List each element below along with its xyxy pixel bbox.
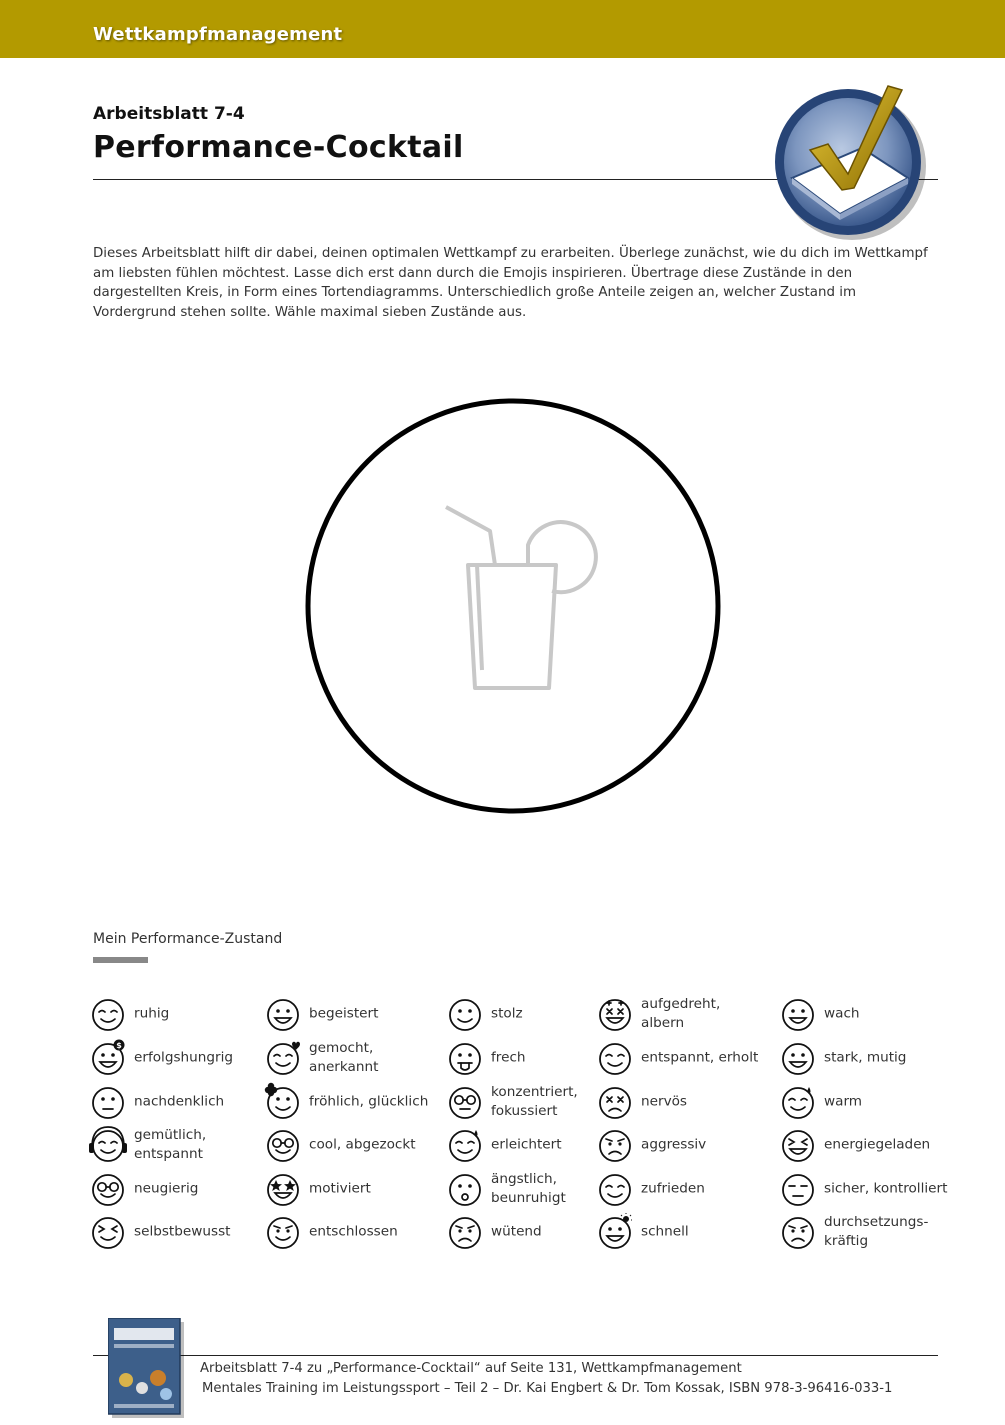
emotion-item[interactable] [778, 1169, 948, 1209]
emotion-item[interactable] [595, 1038, 763, 1078]
svg-text:$: $ [116, 1041, 122, 1050]
book-cover-icon [108, 1318, 188, 1420]
emotion-label: erleichtert [491, 1136, 562, 1153]
emotion-item[interactable] [263, 1125, 431, 1165]
thinking-face-icon [88, 1082, 128, 1122]
angry-face-icon [445, 1212, 485, 1252]
nervous-face-icon [595, 1082, 635, 1122]
emotion-item[interactable] [88, 1169, 256, 1209]
emotion-item[interactable] [263, 1082, 431, 1122]
strong-face-icon [778, 1038, 818, 1078]
emotion-item[interactable] [88, 1125, 256, 1165]
emotion-item[interactable] [595, 1125, 763, 1165]
emotion-label: cool, abgezockt [309, 1136, 416, 1153]
focused-face-icon [445, 1082, 485, 1122]
emotion-item[interactable] [778, 1212, 948, 1252]
headphones-face-icon [88, 1125, 128, 1165]
emotion-label: begeistert [309, 1005, 379, 1022]
emotion-label: gemütlich, entspannt [134, 1127, 207, 1162]
emotion-item[interactable] [445, 1125, 613, 1165]
energetic-face-icon [778, 1125, 818, 1165]
emotion-item[interactable] [445, 1169, 613, 1209]
footer-divider [93, 1355, 938, 1356]
emotion-item[interactable] [778, 1082, 948, 1122]
emotion-label: entspannt, erholt [641, 1049, 759, 1066]
emotion-label: fröhlich, glücklich [309, 1093, 429, 1110]
emotion-label: stolz [491, 1005, 523, 1022]
emotion-label: durchsetzungs- kräftig [824, 1214, 929, 1249]
emotion-label: selbstbewusst [134, 1223, 231, 1240]
assertive-face-icon [778, 1212, 818, 1252]
emotion-label: erfolgshungrig [134, 1049, 234, 1066]
emotion-label: stark, mutig [824, 1049, 907, 1066]
emotion-label: wach [824, 1005, 860, 1022]
emotion-item[interactable] [445, 994, 613, 1034]
emotion-item[interactable] [88, 994, 256, 1034]
emotion-item[interactable] [88, 1038, 256, 1078]
warm-face-icon [778, 1082, 818, 1122]
emotion-item[interactable] [595, 1082, 763, 1122]
emotion-item[interactable] [595, 1212, 763, 1252]
emotion-item[interactable] [263, 994, 431, 1034]
emotion-item[interactable] [445, 1082, 613, 1122]
emotion-item[interactable] [595, 994, 763, 1034]
clover-face-icon [263, 1082, 303, 1122]
heart-face-icon [263, 1038, 303, 1078]
smirk-face-icon [88, 1212, 128, 1252]
emotion-label: motiviert [309, 1180, 371, 1197]
banner-title: Wettkampfmanagement [93, 24, 343, 45]
emotion-item[interactable] [445, 1212, 613, 1252]
star-eyes-face-icon [263, 1169, 303, 1209]
confident-face-icon [778, 1169, 818, 1209]
emotion-item[interactable] [88, 1212, 256, 1252]
sunglasses-face-icon [263, 1125, 303, 1165]
fast-face-icon [595, 1212, 635, 1252]
proud-face-icon [445, 994, 485, 1034]
emotion-label: entschlossen [309, 1223, 398, 1240]
emotion-item[interactable] [778, 994, 948, 1034]
emotion-label: nervös [641, 1093, 688, 1110]
crazy-face-icon [595, 994, 635, 1034]
emotion-label: energiegeladen [824, 1136, 931, 1153]
emotion-label: zufrieden [641, 1180, 705, 1197]
emotion-item[interactable] [778, 1038, 948, 1078]
emotion-label: konzentriert, fokussiert [491, 1084, 578, 1119]
emotion-label: nachdenklich [134, 1093, 225, 1110]
emotion-item[interactable] [445, 1038, 613, 1078]
tongue-face-icon [445, 1038, 485, 1078]
emotion-label: sicher, kontrolliert [824, 1180, 948, 1197]
emotion-item[interactable] [88, 1082, 256, 1122]
emotion-item[interactable] [263, 1038, 431, 1078]
emotion-label: ängstlich, beunruhigt [491, 1171, 566, 1206]
determined-face-icon [263, 1212, 303, 1252]
emotion-item[interactable] [595, 1169, 763, 1209]
grin-face-icon [263, 994, 303, 1034]
checkmark-clipboard-icon [770, 78, 930, 243]
calm-face-icon [88, 994, 128, 1034]
emotion-label: schnell [641, 1223, 689, 1240]
emotion-label: neugierig [134, 1180, 199, 1197]
section-label: Mein Performance-Zustand [93, 931, 283, 947]
section-underline [93, 957, 148, 963]
header-banner [0, 0, 1005, 58]
emotion-label: aggressiv [641, 1136, 707, 1153]
relieved-face-icon [445, 1125, 485, 1165]
emotion-label: gemocht, anerkannt [309, 1040, 379, 1075]
emotion-item[interactable] [263, 1169, 431, 1209]
emotion-label: frech [491, 1049, 526, 1066]
emotion-label: warm [824, 1093, 863, 1110]
aggressive-face-icon [595, 1125, 635, 1165]
money-face-icon [88, 1038, 128, 1078]
relaxed-face-icon [595, 1038, 635, 1078]
emotion-label: ruhig [134, 1005, 170, 1022]
emotion-grid [88, 994, 948, 1256]
intro-paragraph: Dieses Arbeitsblatt hilft dir dabei, deinen optimalen Wettkampf zu erarbeiten. Überlege zunächst, wie du dich im Wettkampf am liebsten fühlen möchtest. Lasse dich erst dann durch die Emojis inspirieren. Übertrage diese Zustände in den dargestellten Kreis, in Form eines Tortendiagramms. Unterschiedlich große Anteile zeigen an, welcher Zustand im Vordergrund stehen sollte. Wähle maximal sieben Zustände aus. [93, 246, 928, 320]
emotion-item[interactable] [778, 1125, 948, 1165]
worried-face-icon [445, 1169, 485, 1209]
content-face-icon [595, 1169, 635, 1209]
emotion-item[interactable] [263, 1212, 431, 1252]
footer-line-1: Arbeitsblatt 7-4 zu „Performance-Cocktail“ auf Seite 131, Wettkampfmanagement [200, 1361, 742, 1376]
emotion-label: aufgedreht, albern [641, 996, 721, 1031]
worksheet-subtitle: Arbeitsblatt 7-4 [93, 104, 245, 124]
awake-face-icon [778, 994, 818, 1034]
footer-citation [200, 1359, 892, 1398]
worksheet-title: Performance-Cocktail [93, 130, 464, 165]
footer-line-2: Mentales Training im Leistungssport – Teil 2 – Dr. Kai Engbert & Dr. Tom Kossak, ISBN 978-3-96416-033-1 [202, 1380, 893, 1396]
pie-chart-circle[interactable] [300, 395, 726, 821]
glasses-face-icon [88, 1169, 128, 1209]
emotion-label: wütend [491, 1223, 542, 1240]
